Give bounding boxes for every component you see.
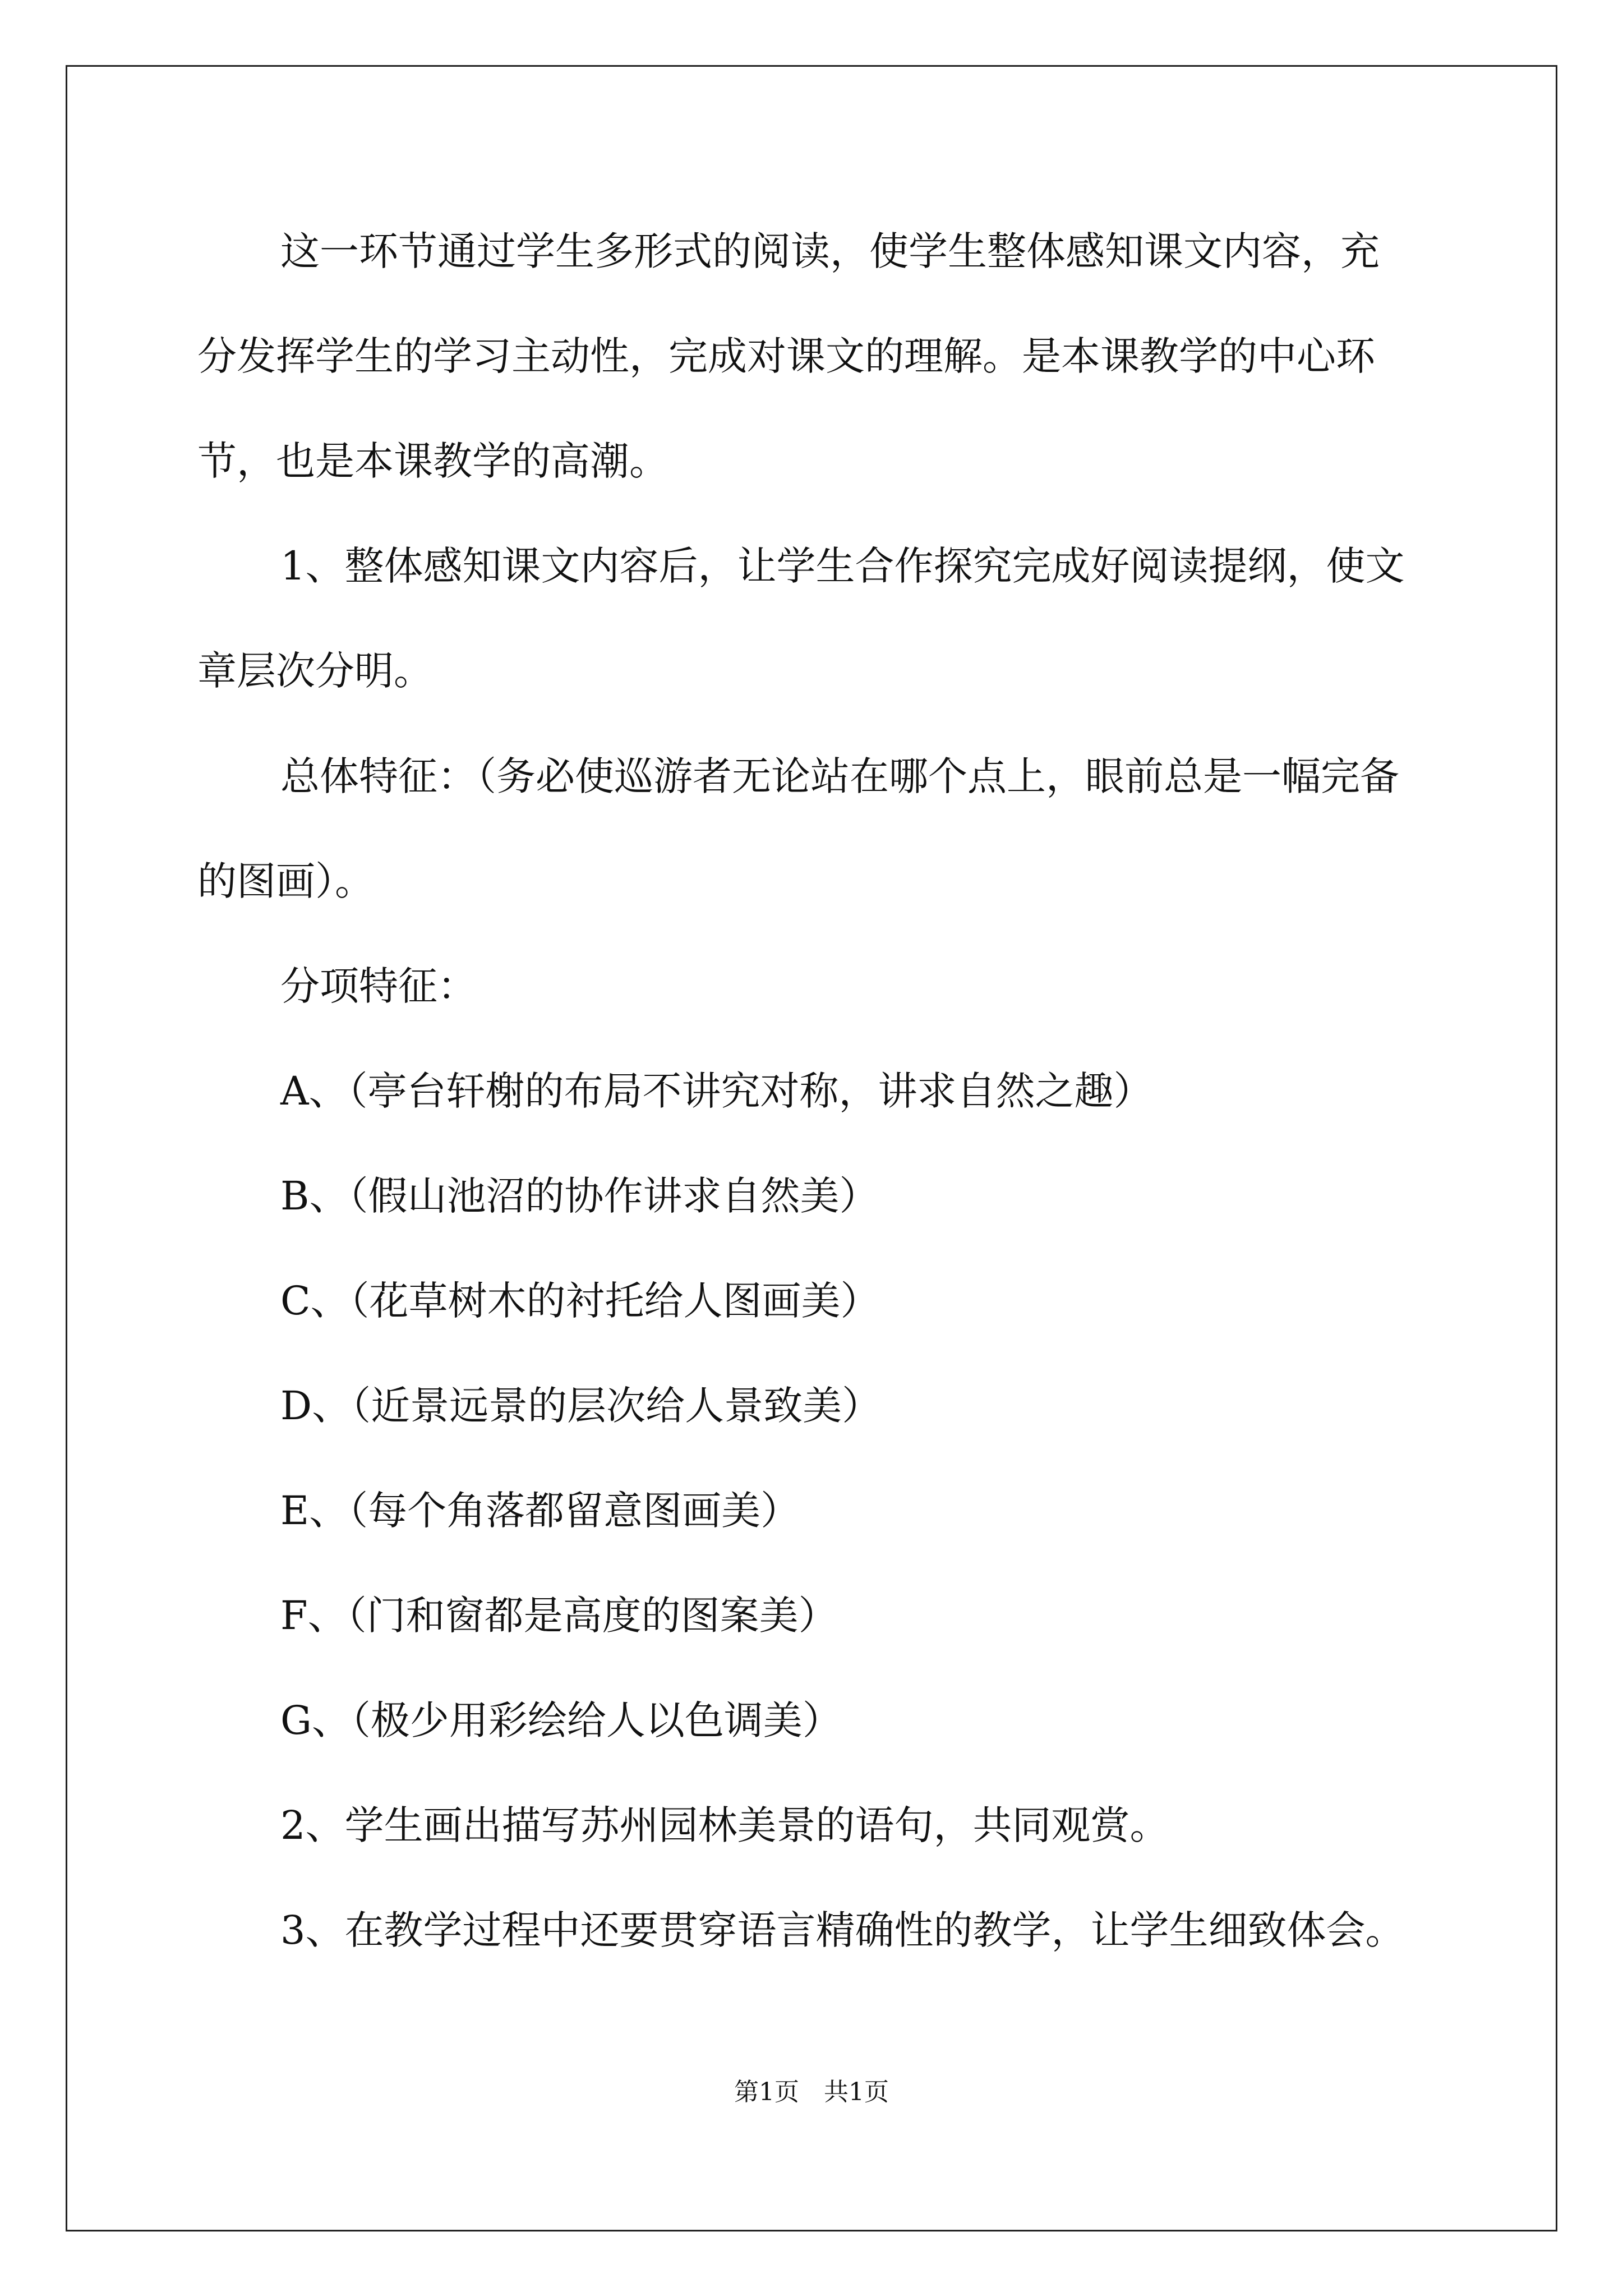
sub-feature-g: G、（极少用彩绘给人以色调美） — [280, 1697, 842, 1743]
sub-feature-b: B、（假山池沼的协作讲求自然美） — [280, 1173, 879, 1219]
sub-features-heading: 分项特征： — [280, 963, 477, 1009]
paragraph-intro-line-2: 分发挥学生的学习主动性，完成对课文的理解。是本课教学的中心环 — [197, 333, 1375, 379]
item-1-line-1: 1、整体感知课文内容后，让学生合作探究完成好阅读提纲，使文 — [280, 543, 1405, 589]
sub-feature-c: C、（花草树木的衬托给人图画美） — [280, 1278, 880, 1324]
item-1-line-2: 章层次分明。 — [197, 648, 433, 694]
paragraph-intro-line-3: 节，也是本课教学的高潮。 — [197, 438, 668, 484]
overall-feature-line-2: 的图画）。 — [197, 858, 374, 904]
sub-feature-d: D、（近景远景的层次给人景致美） — [280, 1383, 882, 1429]
paragraph-intro-line-1: 这一环节通过学生多形式的阅读，使学生整体感知课文内容，充 — [280, 228, 1380, 274]
item-3: 3、在教学过程中还要贯穿语言精确性的教学，让学生细致体会。 — [280, 1907, 1405, 1953]
sub-feature-f: F、（门和窗都是高度的图案美） — [280, 1593, 838, 1639]
sub-feature-e: E、（每个角落都留意图画美） — [280, 1488, 800, 1534]
overall-feature-line-1: 总体特征：（务必使巡游者无论站在哪个点上，眼前总是一幅完备 — [280, 753, 1399, 799]
item-2: 2、学生画出描写苏州园林美景的语句，共同观赏。 — [280, 1802, 1169, 1848]
sub-feature-a: A、（亭台轩榭的布局不讲究对称，讲求自然之趣） — [280, 1068, 1153, 1114]
page-number-footer: 第1页 共1页 — [734, 2078, 889, 2106]
